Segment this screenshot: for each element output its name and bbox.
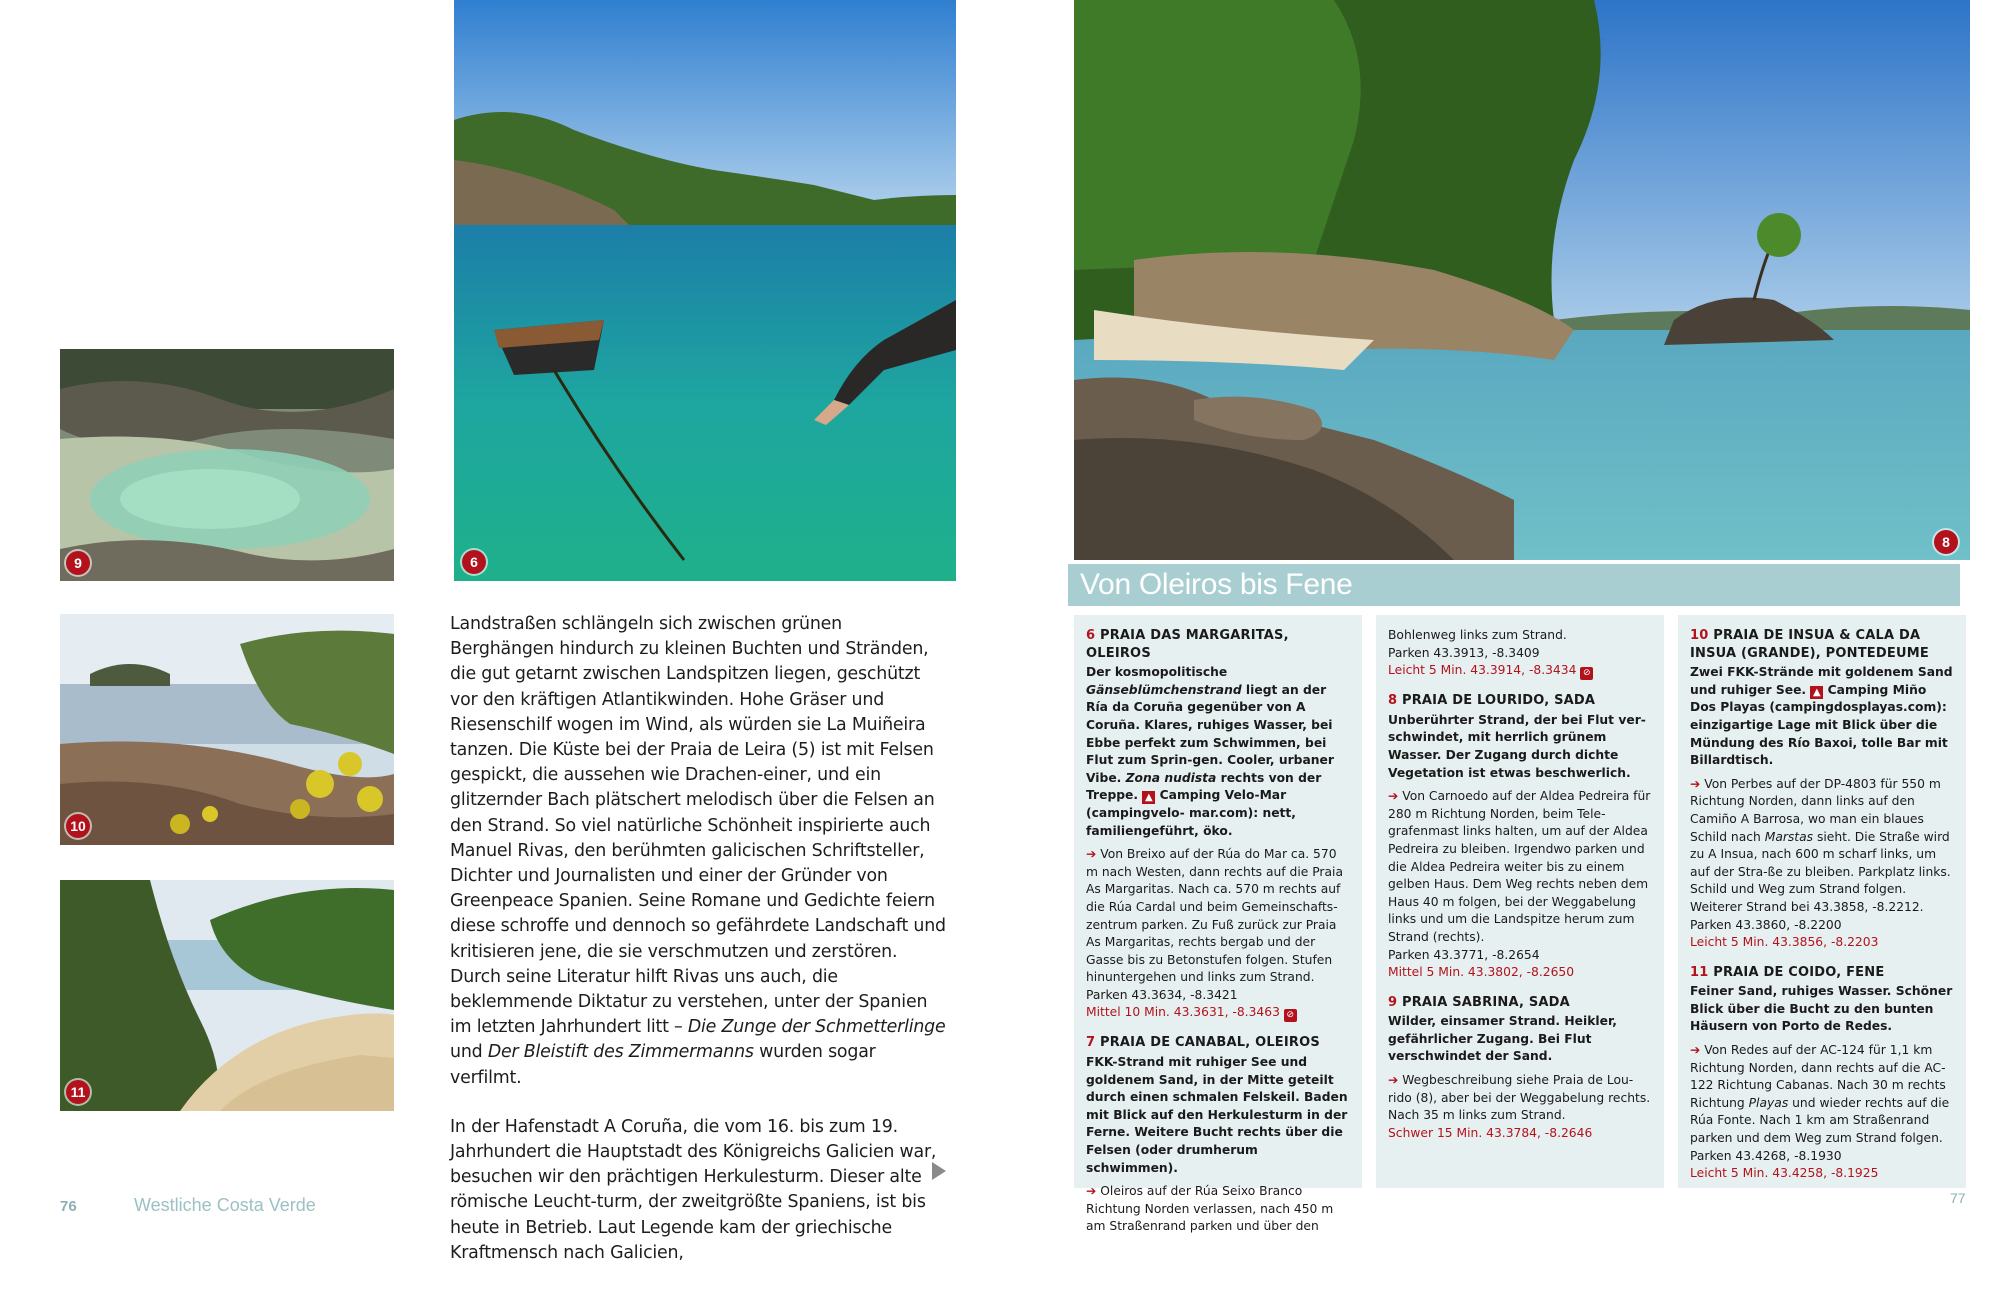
- section-banner: [1068, 564, 1960, 606]
- continue-arrow-icon: [932, 1162, 946, 1180]
- section-title: Von Oleiros bis Fene: [1080, 568, 1353, 601]
- photo-9-rock-pool: [60, 349, 394, 581]
- direction-arrow-icon: ➔: [1690, 1043, 1701, 1058]
- entry-directions: ➔ Von Perbes auf der DP-4803 für 550 m Richtung Norden, dann links auf den Camiño A Barrosa, wo man ein blaues Schild nach Marstas sieht. Die Straße wird zu A Insua, nach 600 m scharf links, um auf der Stra-ße zu bleiben. Parkplatz links. Schild und Weg zum Strand folgen. Weiterer Strand bei 43.3858, -8.2212.: [1690, 776, 1951, 914]
- entry-title: 6 PRAIA DAS MARGARITAS, OLEIROS: [1086, 628, 1289, 661]
- entry-title: 11 PRAIA DE COIDO, FENE: [1690, 964, 1885, 980]
- entry-directions-continued: Bohlenweg links zum Strand.: [1388, 628, 1567, 642]
- photo-badge: 9: [66, 551, 90, 575]
- entry-parking-coords: Parken 43.3913, -8.3409: [1388, 645, 1540, 660]
- entry-difficulty-coords: Leicht 5 Min. 43.3856, -8.2203: [1690, 935, 1879, 950]
- entry-difficulty-coords: Mittel 10 Min. 43.3631, -8.3463 ⊘: [1086, 1004, 1350, 1022]
- entry-difficulty-coords: Mittel 5 Min. 43.3802, -8.2650: [1388, 965, 1575, 980]
- beach-entry-10: [1690, 627, 1954, 952]
- beach-column-1: [1074, 615, 1362, 1234]
- beach-entry-7-continued: [1388, 627, 1652, 680]
- entry-description: Feiner Sand, ruhiges Wasser. Schöner Blick über die Bucht zu den bunten Häusern von Porto de Redes.: [1690, 984, 1953, 1034]
- entry-directions: ➔ Oleiros auf der Rúa Seixo Branco Richtung Norden verlassen, nach 450 m am Straßenrand parken und über den: [1086, 1184, 1334, 1234]
- entry-directions: ➔ Von Carnoedo auf der Aldea Pedreira für 280 m Richtung Norden, beim Tele-grafenmast links halten, um auf der Aldea Pedreira zu bleiben. Irgendwo parken und die Aldea Pedreira weiter bis zu einem gelben Haus. Dem Weg rechts neben dem Haus 40 m folgen, bei der Weggabelung links und um die Landspitze herum zum Strand (rechts).: [1388, 789, 1651, 944]
- photo-badge: 10: [66, 814, 90, 838]
- entry-title: 10 PRAIA DE INSUA & CALA DA INSUA (GRANDE), PONTEDEUME: [1690, 628, 1929, 661]
- photo-6-boat-in-water: [454, 0, 956, 581]
- entry-title: 7 PRAIA DE CANABAL, OLEIROS: [1086, 1035, 1320, 1051]
- entry-description: Unberührter Strand, der bei Flut ver-schwindet, mit herrlich grünem Wasser. Der Zugang durch dichte Vegetation ist etwas beschwerlich.: [1388, 712, 1646, 780]
- entry-title: 8 PRAIA DE LOURIDO, SADA: [1388, 693, 1596, 709]
- camping-tent-icon: ▲: [1810, 686, 1823, 699]
- paragraph-1: Landstraßen schlängeln sich zwischen grünen Berghängen hindurch zu kleinen Buchten und Stränden, die gut getarnt zwischen Landspitzen liegen, geschützt vor den kräftigen Atlantikwinden. Hohe Gräser und Riesenschilf wogen im Wind, als würden sie La Muiñeira tanzen. Die Küste bei der Praia de Leira (5) ist mit Felsen gespickt, die aussehen wie Drachen-einer, und ein glitzernder Bach plätschert melodisch über die Felsen an den Strand. So viel natürliche Schönheit inspirierte auch Manuel Rivas, den berühmten galicischen Schriftsteller, Dichter und Journalisten und einer der Gründer von Greenpeace Spanien. Seine Romane und Gedichte feiern diese schroffe und dennoch so gefährdete Landschaft und kritisieren jene, die sie verschmutzen und zerstören. Durch seine Literatur hilft Rivas uns auch, die beklemmende Diktatur zu verstehen, unter der Spanien im letzten Jahrhundert litt – Die Zunge der Schmetterlinge und Der Bleistift des Zimmermanns wurden sogar verfilmt.: [450, 614, 946, 1088]
- beach-column-3: [1678, 615, 1966, 1188]
- entry-directions: ➔ Von Redes auf der AC-124 für 1,1 km Richtung Norden, dann rechts auf die AC-122 Richtung Cabanas. Nach 30 m rechts Richtung Playas und wieder rechts auf die Rúa Fonte. Nach 1 km am Straßenrand parken und dem Weg zum Strand folgen.: [1690, 1043, 1950, 1146]
- page-number-left: 76: [60, 1198, 77, 1215]
- beach-entry-7: [1086, 1034, 1350, 1236]
- entry-description: Der kosmopolitische Gänseblümchenstrand liegt an der Ría da Coruña gegenüber von A Coruña. Klares, ruhiges Wasser, bei Ebbe perfekt zum Schwimmen, bei Flut zum Sprin-gen. Cooler, urbaner Vibe. Zona nudista rechts von der Treppe. ▲ Camping Velo-Mar (campingvelo- mar.com): nett, familiengeführt, öko.: [1086, 665, 1334, 838]
- entry-difficulty-coords: Leicht 5 Min. 43.3914, -8.3434 ⊘: [1388, 662, 1652, 680]
- page-number-right: 77: [1950, 1190, 1966, 1206]
- nudist-icon: ⊘: [1580, 667, 1593, 680]
- beach-entry-8: [1388, 692, 1652, 982]
- nudist-icon: ⊘: [1284, 1009, 1297, 1022]
- entry-title: 9 PRAIA SABRINA, SADA: [1388, 994, 1570, 1010]
- entry-directions: ➔ Von Breixo auf der Rúa do Mar ca. 570 m nach Westen, dann rechts auf die Praia As Margaritas. Nach ca. 570 m rechts auf die Rúa Cardal und beim Gemeinschafts-zentrum parken. Zu Fuß zurück zur Praia As Margaritas, rechts bergab und der Gasse bis zu Betonstufen folgen. Stufen hinuntergehen und links zum Strand.: [1086, 847, 1343, 985]
- photo-badge: 11: [66, 1080, 90, 1104]
- article-body: [450, 612, 950, 1290]
- direction-arrow-icon: ➔: [1690, 776, 1701, 791]
- camping-tent-icon: ▲: [1142, 791, 1155, 804]
- beach-entry-6: [1086, 627, 1350, 1022]
- entry-directions: ➔ Wegbeschreibung siehe Praia de Lou-rido (8), aber bei der Weggabelung rechts. Nach 35 m links zum Strand.: [1388, 1073, 1651, 1123]
- entry-description: FKK-Strand mit ruhiger See und goldenem Sand, in der Mitte geteilt durch einen schmalen Felskeil. Baden mit Blick auf den Herkulesturm in der Ferne. Weitere Bucht rechts über die Felsen (oder drumherum schwimmen).: [1086, 1055, 1348, 1175]
- entry-description: Zwei FKK-Strände mit goldenem Sand und ruhiger See. ▲ Camping Miño Dos Playas (campingdosplayas.com): einzigartige Lage mit Blick über die Mündung des Río Baxoi, tolle Bar mit Billardtisch.: [1690, 665, 1953, 768]
- beach-entry-9: [1388, 994, 1652, 1143]
- entry-difficulty-coords: Leicht 5 Min. 43.4258, -8.1925: [1690, 1166, 1879, 1181]
- paragraph-2: In der Hafenstadt A Coruña, die vom 16. bis zum 19. Jahrhundert die Hauptstadt des Königreichs Galicien war, besuchen wir den prächtigen Herkulesturm. Dieser alte römische Leucht-turm, der zweitgrößte Spaniens, ist bis heute in Betrieb. Laut Legende kam der griechische Kraftmensch nach Galicien,: [450, 1116, 937, 1263]
- direction-arrow-icon: ➔: [1388, 789, 1399, 804]
- direction-arrow-icon: ➔: [1086, 1184, 1097, 1199]
- photo-badge: 6: [462, 550, 486, 574]
- direction-arrow-icon: ➔: [1388, 1073, 1399, 1088]
- entry-difficulty-coords: Schwer 15 Min. 43.3784, -8.2646: [1388, 1125, 1593, 1140]
- photo-10-rocky-coast: [60, 614, 394, 845]
- photo-badge: 8: [1934, 530, 1958, 554]
- entry-description: Wilder, einsamer Strand. Heikler, gefährlicher Zugang. Bei Flut verschwindet der Sand.: [1388, 1014, 1617, 1064]
- photo-11-river-beach: [60, 880, 394, 1111]
- entry-parking-coords: Parken 43.4268, -8.1930: [1690, 1148, 1842, 1163]
- beach-entry-11: [1690, 964, 1954, 1183]
- entry-parking-coords: Parken 43.3860, -8.2200: [1690, 917, 1842, 932]
- photo-8-lagoon-with-tree-islet: [1074, 0, 1970, 560]
- entry-parking-coords: Parken 43.3634, -8.3421: [1086, 987, 1238, 1002]
- beach-column-2: [1376, 615, 1664, 1188]
- chapter-title: Westliche Costa Verde: [134, 1195, 316, 1215]
- direction-arrow-icon: ➔: [1086, 847, 1097, 862]
- entry-parking-coords: Parken 43.3771, -8.2654: [1388, 947, 1540, 962]
